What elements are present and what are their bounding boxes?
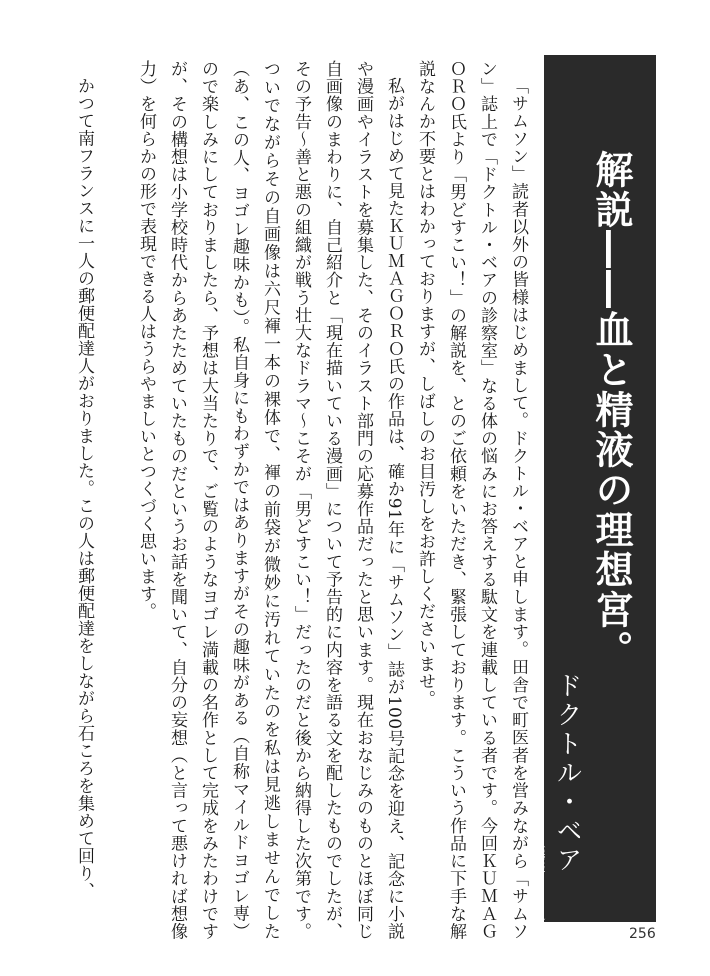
paragraph-1: 「サムソン」読者以外の皆様はじめまして。ドクトル・ベアと申します。田舎で町医者を営みながら「サムソン」誌上で「ドクトル・ベアの診察室」なる体の悩みにお答えする駄文を連載している者です。今回ＫＵＭＡＧＯＲＯ氏より「男どすこい！」の解説を、とのご依頼をいただき、緊張しております。こういう作品に下手な解説なんか不要とはわかっておりますが、しばしのお目汚しをお許しくださいませ。 xyxy=(415,60,528,940)
author-name: ドクトル・ベア xyxy=(552,672,582,875)
page-number: 256 xyxy=(629,926,656,942)
paragraph-2: 私がはじめて見たＫＵＭＡＧＯＲＯ氏の作品は、確か91年に「サムソン」誌が100号記念を迎え、記念に小説や漫画やイラストを募集した、そのイラスト部門の応募作品だったと思います。現在おなじみのものとほぼ同じ自画像のまわりに、自己紹介と「現在描いている漫画」について予告的に内容を語る文を配したものでしたが、その予告～善と悪の組織が戦う壮大なドラマ～こそが「男どすこい！」だったのだと後から納得した次第です。ついでながらその自画像は六尺褌一本の裸体で、褌の前袋が微妙に汚れていたのを私は見逃しませんでした（あ、この人、ヨゴレ趣味かも）。私自身にもわずかではありますがその趣味がある（自称マイルドヨゴレ専）ので楽しみにしておりましたら、予想は大当たりで、ご覧のようなヨゴレ満載の名作として完成をみたわけですが、その構想は小学校時代からあたためていたものだというお話を聞いて、自分の妄想（と言って悪ければ想像力）を何らかの形で表現できる人はうらやましいとつくづく思います。 xyxy=(136,60,404,940)
article-title: 解説――血と精液の理想宮。 xyxy=(589,150,633,670)
article-body xyxy=(13,60,533,940)
author-role: （熊医者ライター） xyxy=(533,838,544,928)
paragraph-3: かつて南フランスに一人の郵便配達人がおりました。この人は郵便配達をしながら石ころを集めて回り、 xyxy=(74,77,94,900)
